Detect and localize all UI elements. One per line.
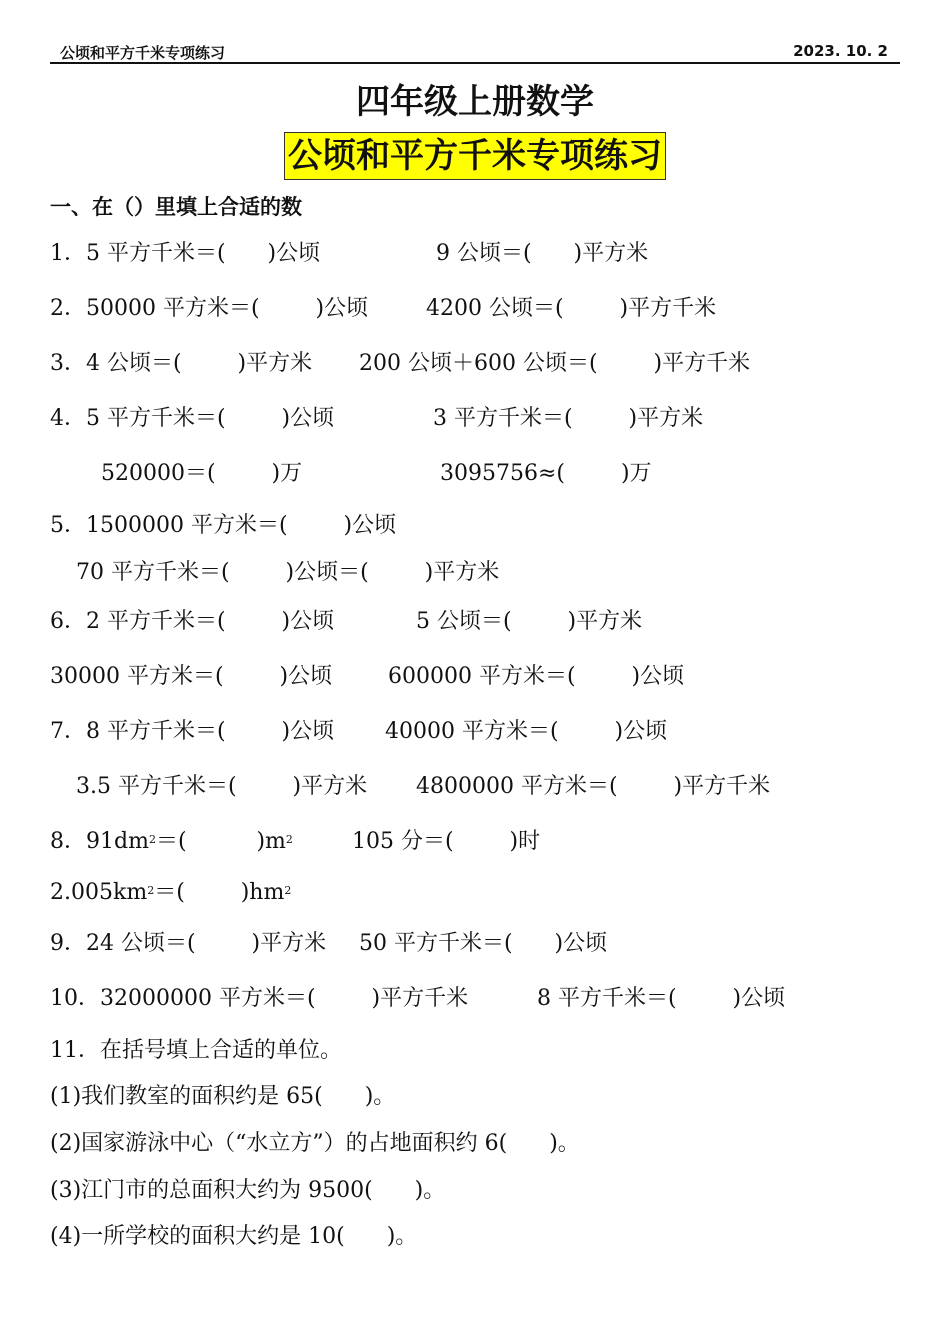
- question-7d: 4800000 平方米＝( )平方千米: [416, 774, 771, 799]
- question-1b: 9 公顷＝( )平方米: [436, 241, 649, 266]
- question-11: 11．在括号填上合适的单位。: [50, 1038, 342, 1063]
- header-left-title: 公顷和平方千米专项练习: [60, 44, 226, 62]
- header-date: 2023. 10. 2: [793, 42, 888, 60]
- question-2b: 4200 公顷＝( )平方千米: [426, 296, 717, 321]
- question-8b: 105 分＝( )时: [352, 829, 541, 854]
- question-10b: 8 平方千米＝( )公顷: [537, 986, 786, 1011]
- question-3b: 200 公顷＋600 公顷＝( )平方千米: [359, 351, 751, 376]
- question-6b: 5 公顷＝( )平方米: [416, 609, 643, 634]
- question-7c: 3.5 平方千米＝( )平方米: [76, 774, 368, 799]
- question-1a: 1．5 平方千米＝( )公顷: [50, 241, 321, 266]
- superscript-2: 2: [285, 833, 293, 846]
- question-7a: 7．8 平方千米＝( )公顷: [50, 719, 335, 744]
- question-11-2: (2)国家游泳中心（“水立方”）的占地面积约 6( )。: [50, 1131, 580, 1156]
- question-5a: 5．1500000 平方米＝( )公顷: [50, 513, 397, 538]
- question-9b: 50 平方千米＝( )公顷: [359, 931, 608, 956]
- question-4d: 3095756≈( )万: [440, 461, 652, 486]
- question-11-4: (4)一所学校的面积大约是 10( )。: [50, 1224, 418, 1249]
- superscript-2: 2: [147, 884, 155, 897]
- superscript-2: 2: [148, 833, 156, 846]
- question-10a: 10．32000000 平方米＝( )平方千米: [50, 986, 469, 1011]
- page-title: 四年级上册数学: [356, 82, 594, 122]
- question-6c: 30000 平方米＝( )公顷: [50, 664, 333, 689]
- question-6a: 6．2 平方千米＝( )公顷: [50, 609, 335, 634]
- page-subtitle: 公顷和平方千米专项练习: [284, 132, 666, 180]
- question-4a: 4．5 平方千米＝( )公顷: [50, 406, 335, 431]
- question-7b: 40000 平方米＝( )公顷: [385, 719, 668, 744]
- question-4c: 520000＝( )万: [101, 461, 303, 486]
- subtitle-wrap: [0, 132, 950, 180]
- question-9a: 9．24 公顷＝( )平方米: [50, 931, 327, 956]
- question-8a-part2: ＝( )m: [155, 829, 286, 854]
- superscript-2: 2: [284, 884, 292, 897]
- question-11-3: (3)江门市的总面积大约为 9500( )。: [50, 1178, 446, 1203]
- question-8a: [50, 826, 293, 858]
- question-6d: 600000 平方米＝( )公顷: [388, 664, 685, 689]
- question-3a: 3．4 公顷＝( )平方米: [50, 351, 313, 376]
- question-8a-part1: 8．91dm: [50, 829, 149, 854]
- page-header: [50, 40, 900, 64]
- question-8c-part1: 2.005km: [50, 880, 148, 905]
- question-2a: 2．50000 平方米＝( )公顷: [50, 296, 369, 321]
- question-4b: 3 平方千米＝( )平方米: [433, 406, 704, 431]
- question-5b: 70 平方千米＝( )公顷＝( )平方米: [76, 560, 500, 585]
- question-11-1: (1)我们教室的面积约是 65( )。: [50, 1084, 396, 1109]
- section-heading: 一、在（）里填上合适的数: [50, 195, 302, 219]
- question-8c-part2: ＝( )hm: [154, 880, 285, 905]
- question-8c: [50, 877, 291, 909]
